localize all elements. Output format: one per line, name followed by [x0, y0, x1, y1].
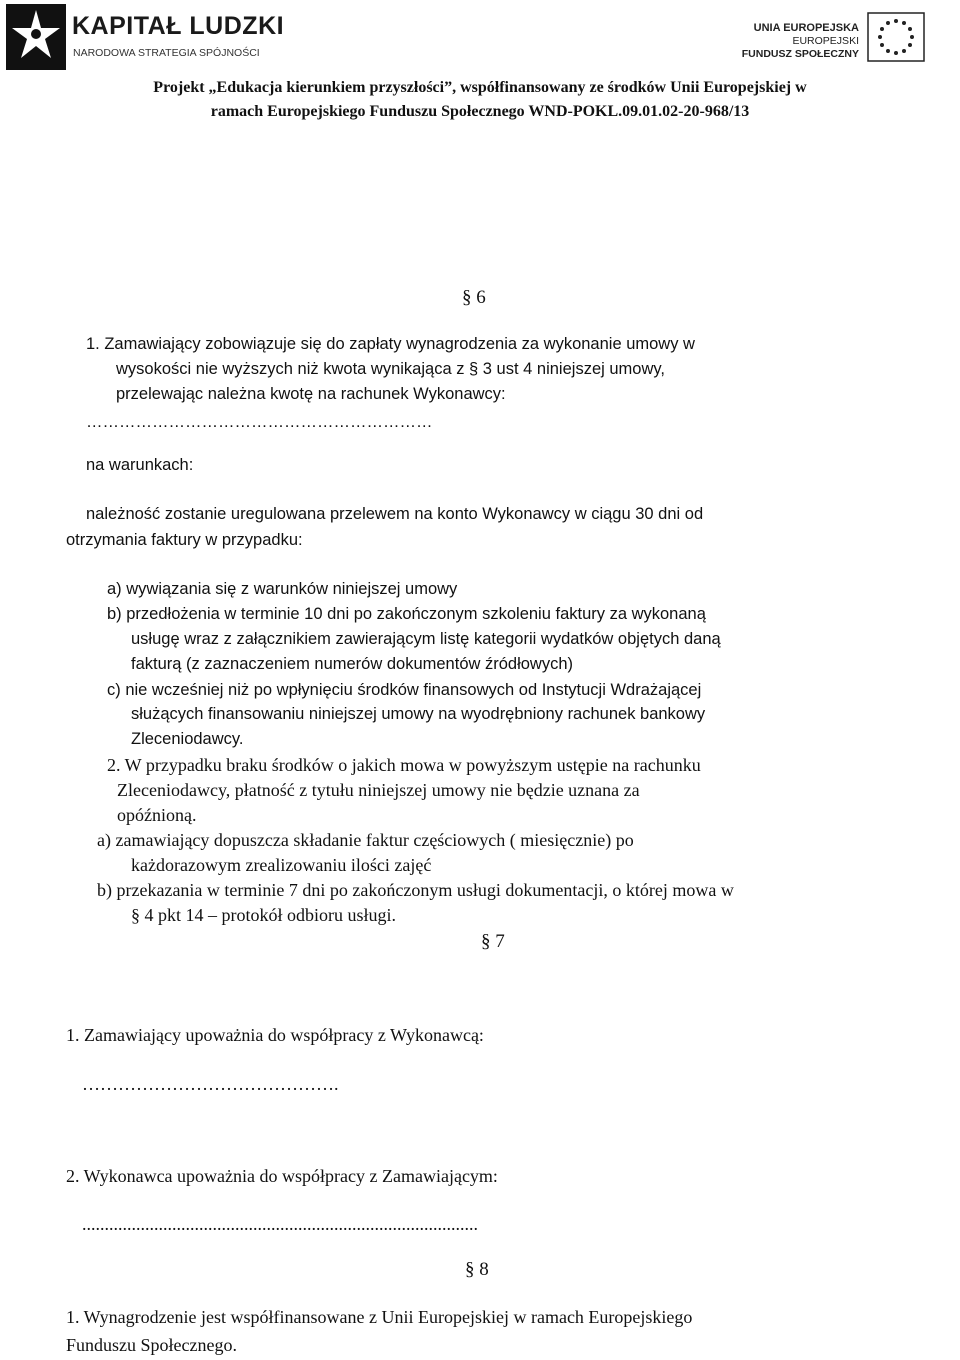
- section-6-heading: § 6: [462, 287, 486, 308]
- eu-logo: [741, 8, 925, 70]
- s7-p2: 2. Wykonawca upoważnia do współpracy z Zamawiającym:: [66, 1166, 498, 1186]
- s8-p1-line2: Funduszu Społecznego.: [66, 1335, 237, 1355]
- s6-item-b-line1: b) przedłożenia w terminie 10 dni po zakończonym szkoleniu faktury za wykonaną: [107, 605, 706, 623]
- s6-p1-line1-text: 1. Zamawiający zobowiązuje się do zapłaty wynagrodzenia za wykonanie umowy w: [86, 335, 695, 353]
- s6-item-a: a) wywiązania się z warunków niniejszej umowy: [107, 580, 458, 598]
- s7-p1: 1. Zamawiający upoważnia do współpracy z Wykonawcą:: [66, 1025, 484, 1045]
- s7-dots1: …………………………………….: [82, 1074, 339, 1094]
- project-line-1: Projekt „Edukacja kierunkiem przyszłości”, współfinansowany ze środków Unii Europejskiej w: [153, 79, 807, 96]
- kapital-ludzki-star-icon: [6, 4, 66, 70]
- s6-p1-line1: [86, 335, 893, 354]
- s6-payment-line1: należność zostanie uregulowana przelewem na konto Wykonawcy w ciągu 30 dni od: [86, 505, 704, 523]
- s6-p2-line2: Zleceniodawcy, płatność z tytułu niniejszej umowy nie będzie uznana za: [117, 780, 640, 800]
- s6-p2-line3: opóźnioną.: [117, 805, 197, 825]
- eu-logo-text: [742, 22, 859, 61]
- section-8-heading: § 8: [465, 1259, 489, 1280]
- s6-item-a2-line1: a) zamawiający dopuszcza składanie faktur częściowych ( miesięcznie) po: [97, 830, 634, 850]
- s6-item-b2-line1: b) przekazania w terminie 7 dni po zakończonym usługi dokumentacji, o której mowa w: [97, 880, 734, 900]
- eu-line-2: EUROPEJSKI: [792, 35, 859, 47]
- s6-item-b-line3: fakturą (z zaznaczeniem numerów dokumentów źródłowych): [131, 655, 574, 673]
- s6-p2-line1: 2. W przypadku braku środków o jakich mowa w powyższym ustępie na rachunku: [107, 755, 701, 775]
- s6-item-b2-line2: § 4 pkt 14 – protokół odbioru usługi.: [131, 905, 396, 925]
- s6-payment-line2: otrzymania faktury w przypadku:: [66, 531, 303, 549]
- s6-conditions-label: na warunkach:: [86, 456, 194, 474]
- s6-p1-line3: przelewając należna kwotę na rachunek Wykonawcy:: [116, 385, 506, 403]
- kapital-ludzki-logo: [6, 4, 285, 74]
- eu-flag-icon: [867, 12, 925, 62]
- s6-item-a2-line2: każdorazowym zrealizowaniu ilości zajęć: [131, 855, 432, 875]
- s6-p1-line2: wysokości nie wyższych niż kwota wynikająca z § 3 ust 4 niniejszej umowy,: [116, 360, 665, 378]
- section-7-heading: § 7: [481, 931, 505, 952]
- s6-item-c-line3: Zleceniodawcy.: [131, 730, 244, 748]
- s7-dots2: ........................................................................................: [82, 1214, 478, 1234]
- eu-line-3: FUNDUSZ SPOŁECZNY: [741, 48, 859, 60]
- s6-item-c-line2: służących finansowaniu niniejszej umowy na wyodrębniony rachunek bankowy: [131, 705, 706, 723]
- s6-dots: ………………………………………………………: [86, 413, 433, 431]
- eu-line-1: UNIA EUROPEJSKA: [753, 22, 859, 34]
- project-line-2: ramach Europejskiego Funduszu Społecznego WND-POKL.09.01.02-20-968/13: [210, 103, 750, 120]
- kapital-ludzki-title: KAPITAŁ LUDZKI: [72, 12, 285, 40]
- s8-p1-line1: 1. Wynagrodzenie jest współfinansowane z Unii Europejskiej w ramach Europejskiego: [66, 1307, 693, 1327]
- s6-item-c-line1: c) nie wcześniej niż po wpłynięciu środków finansowych od Instytucji Wdrażającej: [107, 681, 702, 699]
- kapital-ludzki-subtitle: NARODOWA STRATEGIA SPÓJNOŚCI: [73, 47, 260, 59]
- s6-item-b-line2: usługę wraz z załącznikiem zawierającym listę kategorii wydatków objętych daną: [131, 630, 721, 648]
